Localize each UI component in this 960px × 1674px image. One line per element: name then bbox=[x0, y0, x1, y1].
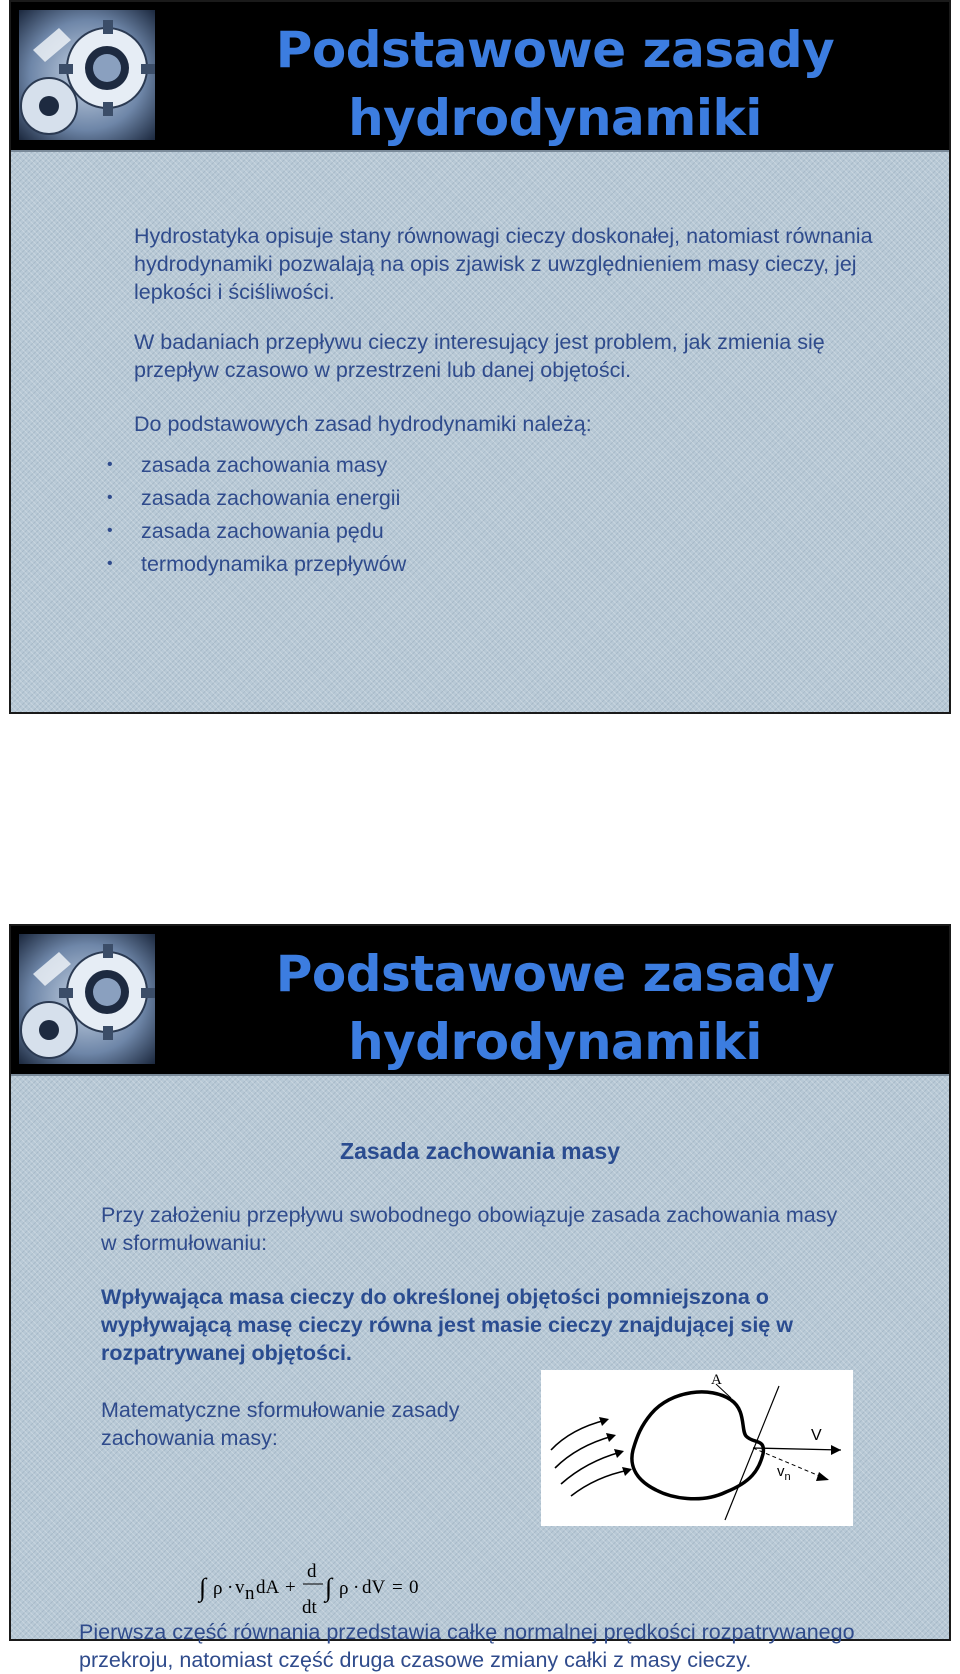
list-item-text: zasada zachowania energii bbox=[141, 486, 401, 510]
dot-1: · bbox=[227, 1577, 234, 1598]
mass-conservation-formula bbox=[199, 1558, 439, 1622]
list-item bbox=[107, 517, 384, 545]
paragraph-math-intro: Matematyczne sformułowanie zasady zachowania masy: bbox=[101, 1398, 460, 1450]
title-line-1: Podstawowe zasady bbox=[275, 21, 835, 79]
inflow-arrows bbox=[551, 1420, 629, 1496]
title-line-1: Podstawowe zasady bbox=[275, 945, 835, 1003]
list-item bbox=[107, 451, 388, 479]
integral-1: ∫ bbox=[199, 1573, 207, 1602]
paragraph-hydrostatics: Hydrostatyka opisuje stany równowagi cieczy doskonałej, natomiast równania hydrodynamiki pozwalają na opis zjawisk z uwzględnieniem masy cieczy, jej lepkości i ściśliwości. bbox=[134, 224, 873, 304]
bullet-icon: • bbox=[107, 555, 113, 572]
list-item-text: termodynamika przepływów bbox=[141, 552, 407, 576]
paragraph-assumption: Przy założeniu przepływu swobodnego obowiązuje zasada zachowania masy w sformułowaniu: bbox=[101, 1203, 838, 1255]
slide-body bbox=[11, 152, 949, 712]
rho-2: ρ bbox=[339, 1578, 349, 1599]
dA-symbol: dA bbox=[256, 1577, 280, 1598]
slide-header bbox=[11, 926, 949, 1074]
bullet-icon: • bbox=[107, 456, 113, 473]
velocity-vector bbox=[753, 1448, 841, 1450]
paragraph-principles-intro: Do podstawowych zasad hydrodynamiki należą: bbox=[134, 412, 592, 436]
paragraph-mass-principle: Wpływająca masa cieczy do określonej objętości pomniejszona o wypływającą masę cieczy równa jest masie cieczy znajdującej się w rozpatrywanej objętości. bbox=[101, 1285, 793, 1365]
list-item bbox=[107, 550, 407, 578]
tangent-line bbox=[725, 1386, 779, 1520]
paragraph-flow-research: W badaniach przepływu cieczy interesujący jest problem, jak zmienia się przepływ czasowo w przestrzeni lub danej objętości. bbox=[134, 330, 825, 382]
rho-1: ρ bbox=[213, 1578, 223, 1599]
plus-sign: + bbox=[285, 1577, 296, 1598]
slide-2 bbox=[9, 924, 951, 1672]
control-volume-outline bbox=[632, 1392, 764, 1499]
dt-denominator: dt bbox=[302, 1597, 317, 1618]
d-numerator: d bbox=[307, 1561, 317, 1582]
list-item bbox=[107, 484, 401, 512]
gear-logo-icon bbox=[19, 10, 155, 140]
slide-title bbox=[161, 940, 949, 1076]
title-line-2: hydrodynamiki bbox=[348, 1013, 762, 1071]
dot-2: · bbox=[353, 1577, 360, 1598]
slide-1 bbox=[9, 0, 951, 714]
paragraph-explanation: Pierwsza część równania przedstawia całkę normalnej prędkości rozpatrywanego przekroju, natomiast część druga czasowe zmiany całki z masy cieczy. bbox=[79, 1620, 855, 1672]
dV-symbol: dV bbox=[362, 1577, 386, 1598]
integral-2: ∫ bbox=[325, 1573, 333, 1602]
v-symbol: v bbox=[235, 1577, 245, 1598]
gear-logo-icon bbox=[19, 934, 155, 1064]
slide-header bbox=[11, 2, 949, 150]
slide-title bbox=[161, 16, 949, 152]
equals-sign: = bbox=[392, 1577, 403, 1598]
zero: 0 bbox=[409, 1577, 419, 1598]
title-line-2: hydrodynamiki bbox=[348, 89, 762, 147]
control-volume-diagram bbox=[541, 1370, 853, 1526]
bullet-icon: • bbox=[107, 489, 113, 506]
list-item-text: zasada zachowania pędu bbox=[141, 519, 384, 543]
section-subtitle: Zasada zachowania masy bbox=[340, 1138, 620, 1164]
list-item-text: zasada zachowania masy bbox=[141, 453, 388, 477]
label-area: A bbox=[711, 1372, 722, 1388]
n-subscript: n bbox=[245, 1583, 255, 1604]
bullet-icon: • bbox=[107, 522, 113, 539]
label-velocity: V bbox=[811, 1427, 822, 1444]
label-normal-velocity: $v_n$ bbox=[777, 1463, 791, 1483]
slide-body bbox=[11, 1076, 949, 1672]
